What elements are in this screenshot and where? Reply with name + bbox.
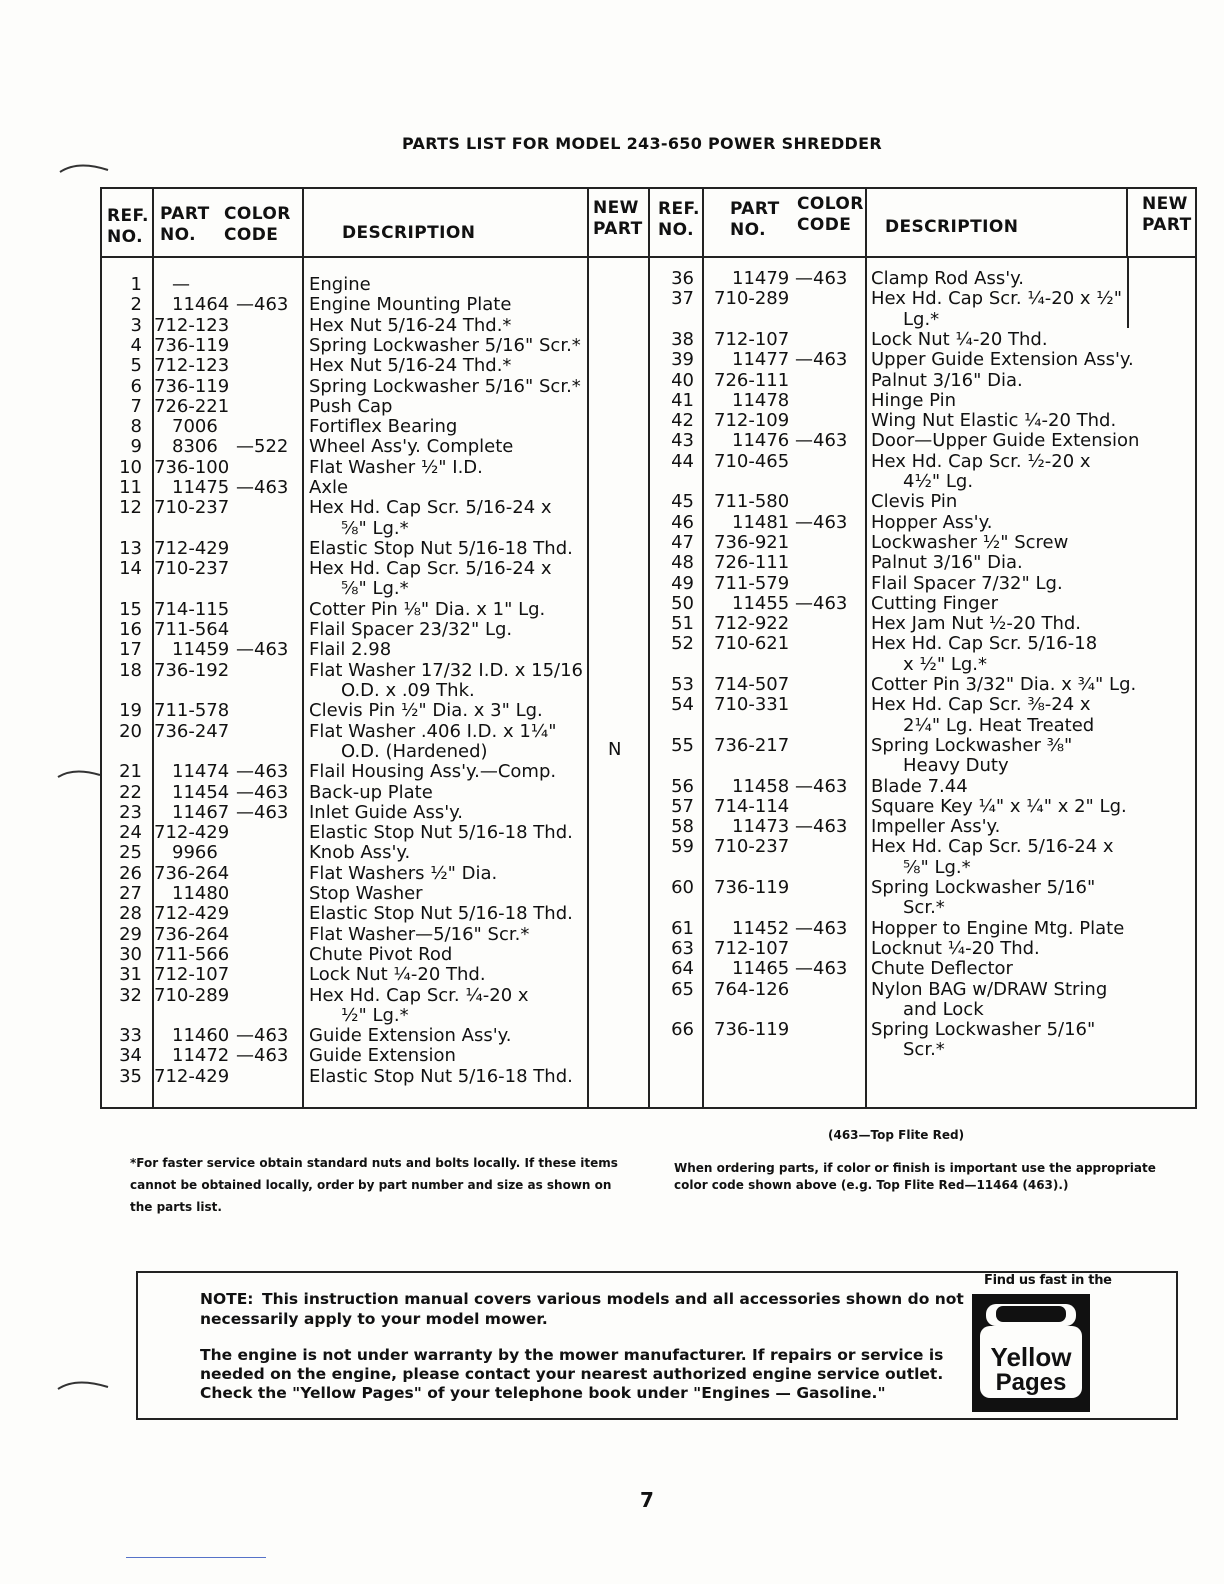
- ref-no: 49: [671, 572, 694, 594]
- part-description: Upper Guide Extension Ass'y.: [871, 349, 1134, 371]
- ref-no: 6: [130, 375, 142, 397]
- color-code: —463: [795, 511, 848, 533]
- part-description: Impeller Ass'y.: [871, 816, 1001, 838]
- part-description: Hopper to Engine Mtg. Plate: [871, 917, 1125, 939]
- ref-no: 45: [671, 491, 694, 513]
- ref-no: 23: [119, 801, 142, 823]
- part-no: 712-123: [154, 355, 230, 377]
- part-description: Palnut 3/16" Dia.: [871, 552, 1023, 574]
- ref-no: 32: [119, 984, 142, 1006]
- ref-no: 64: [671, 958, 694, 980]
- part-no: 710-237: [154, 497, 230, 519]
- ref-no: 52: [671, 633, 694, 655]
- part-no: 736-119: [154, 334, 230, 356]
- part-description: Hinge Pin: [871, 389, 957, 411]
- part-description: Hex Hd. Cap Scr. 5/16-24 x: [309, 558, 552, 580]
- part-no: 11459: [172, 639, 230, 661]
- part-no: 711-579: [714, 572, 790, 594]
- part-no: 710-331: [714, 694, 790, 716]
- ref-no: 66: [671, 1019, 694, 1041]
- part-no: 712-429: [154, 903, 230, 925]
- order-note: When ordering parts, if color or finish is important use the appropriate color code shown above (e.g. Top Flite Red—11464 (463).): [674, 1161, 1156, 1192]
- col-divider: [587, 189, 589, 1107]
- ref-no: 25: [119, 842, 142, 864]
- part-no: 11478: [732, 389, 790, 411]
- part-no: 9966: [172, 842, 218, 864]
- part-description: Elastic Stop Nut 5/16-18 Thd.: [309, 903, 573, 925]
- ref-no: 44: [671, 450, 694, 472]
- ref-no: 8: [130, 416, 142, 438]
- part-description: Cotter Pin 3/32" Dia. x ¾" Lg.: [871, 674, 1137, 695]
- part-no: 11476: [732, 430, 790, 452]
- ref-no: 3: [130, 314, 142, 336]
- ref-no: 36: [671, 268, 694, 289]
- part-description: Spring Lockwasher 5/16": [871, 1019, 1096, 1041]
- header-part-no: PART NO.: [160, 204, 210, 245]
- part-no: 11473: [732, 816, 790, 838]
- ref-no: 15: [119, 598, 142, 620]
- part-description: Lockwasher ½" Screw: [871, 531, 1069, 553]
- part-description: Flat Washers ½" Dia.: [309, 862, 498, 884]
- part-description: x ½" Lg.*: [903, 653, 987, 675]
- part-description: Spring Lockwasher 5/16": [871, 877, 1096, 898]
- part-description: Heavy Duty: [903, 755, 1009, 777]
- ref-no: 10: [119, 456, 142, 478]
- part-no: 11474: [172, 761, 230, 783]
- ref-no: 47: [671, 531, 694, 553]
- part-description: Elastic Stop Nut 5/16-18 Thd.: [309, 822, 573, 844]
- part-no: 712-922: [714, 613, 790, 635]
- part-description: Hex Nut 5/16-24 Thd.*: [309, 314, 512, 336]
- part-no: 736-264: [154, 862, 230, 884]
- part-description: Spring Lockwasher 5/16" Scr.*: [309, 375, 581, 397]
- part-description: Palnut 3/16" Dia.: [871, 369, 1023, 391]
- part-description: Hex Hd. Cap Scr. ¼-20 x ½": [871, 288, 1122, 310]
- part-no: 714-114: [714, 795, 790, 817]
- part-description: Spring Lockwasher 5/16" Scr.*: [309, 334, 581, 356]
- ref-no: 55: [671, 734, 694, 756]
- col-divider: [1127, 256, 1129, 328]
- part-description: Engine: [309, 274, 371, 295]
- color-code: —522: [236, 436, 289, 458]
- color-code: —463: [795, 349, 848, 371]
- ref-no: 14: [119, 558, 142, 580]
- part-description: Clevis Pin: [871, 491, 958, 513]
- part-no: 710-237: [714, 836, 790, 858]
- ref-no: 28: [119, 903, 142, 925]
- part-description: Flat Washer 17/32 I.D. x 15/16: [309, 659, 583, 681]
- ref-no: 12: [119, 497, 142, 519]
- part-description: Knob Ass'y.: [309, 842, 411, 864]
- ref-no: 16: [119, 619, 142, 641]
- part-no: 736-192: [154, 659, 230, 681]
- part-description: Guide Extension Ass'y.: [309, 1025, 512, 1047]
- ref-no: 63: [671, 937, 694, 959]
- header-color-code-right: COLOR CODE: [797, 194, 864, 235]
- ref-no: 42: [671, 410, 694, 432]
- ref-no: 30: [119, 943, 142, 965]
- part-description: Flail 2.98: [309, 639, 392, 661]
- yellow-pages-logo-line1: Yellow: [990, 1342, 1072, 1372]
- part-no: 8306: [172, 436, 218, 458]
- parts-table: [100, 187, 1197, 1109]
- part-no: 764-126: [714, 978, 790, 1000]
- part-description: Hex Nut 5/16-24 Thd.*: [309, 355, 512, 377]
- ref-no: 39: [671, 349, 694, 371]
- scan-mark: [56, 1375, 116, 1395]
- part-no: 11454: [172, 781, 230, 803]
- part-no: 714-507: [714, 674, 790, 695]
- scan-artifact-line: [126, 1557, 266, 1558]
- part-no: 726-221: [154, 395, 230, 417]
- part-no: 11465: [732, 958, 790, 980]
- part-description: Push Cap: [309, 395, 393, 417]
- header-ref-no-right: REF. NO.: [658, 199, 700, 240]
- note-text: [200, 1289, 970, 1329]
- part-no: 712-107: [714, 328, 790, 350]
- part-no: 736-217: [714, 734, 790, 756]
- ref-no: 1: [130, 274, 142, 295]
- ref-no: 19: [119, 700, 142, 722]
- part-description: Hex Hd. Cap Scr. 5/16-24 x: [871, 836, 1114, 858]
- ref-no: 50: [671, 592, 694, 614]
- color-code: —463: [795, 958, 848, 980]
- ref-no: 21: [119, 761, 142, 783]
- ref-no: 61: [671, 917, 694, 939]
- ref-no: 7: [130, 395, 142, 417]
- part-no: 11481: [732, 511, 790, 533]
- part-description: Chute Pivot Rod: [309, 943, 453, 965]
- col-divider: [865, 189, 867, 1107]
- ref-no: 48: [671, 552, 694, 574]
- part-no: —: [172, 274, 190, 295]
- part-description: Cutting Finger: [871, 592, 999, 614]
- part-description: Flail Housing Ass'y.—Comp.: [309, 761, 557, 783]
- part-description: Square Key ¼" x ¼" x 2" Lg.: [871, 795, 1127, 817]
- part-no: 711-580: [714, 491, 790, 513]
- part-description: Flat Washer .406 I.D. x 1¼": [309, 720, 557, 742]
- ref-no: 22: [119, 781, 142, 803]
- page-title: PARTS LIST FOR MODEL 243-650 POWER SHREDDER: [401, 134, 882, 153]
- part-no: 736-119: [714, 1019, 790, 1041]
- ref-no: 46: [671, 511, 694, 533]
- header-color-code: COLOR CODE: [224, 204, 291, 245]
- ref-no: 27: [119, 883, 142, 904]
- part-description: Back-up Plate: [309, 781, 433, 803]
- ref-no: 24: [119, 822, 142, 844]
- engine-warranty-text: The engine is not under warranty by the mower manufacturer. If repairs or service is needed on the engine, please contact your nearest authorized engine service outlet. Check the "Yellow Pages" of your telephone book under "Engines — Gasoline.": [200, 1346, 944, 1402]
- header-description-right: DESCRIPTION: [885, 217, 1019, 237]
- ref-no: 2: [130, 294, 142, 316]
- ref-no: 34: [119, 1045, 142, 1067]
- part-no: 11479: [732, 268, 790, 289]
- part-no: 11452: [732, 917, 790, 939]
- part-no: 710-289: [714, 288, 790, 310]
- part-description: O.D. x .09 Thk.: [341, 679, 475, 701]
- part-no: 711-578: [154, 700, 230, 722]
- part-no: 11460: [172, 1025, 230, 1047]
- part-no: 11472: [172, 1045, 230, 1067]
- part-no: 736-247: [154, 720, 230, 742]
- part-description: Hex Hd. Cap Scr. ⅜-24 x: [871, 694, 1091, 716]
- ref-no: 53: [671, 674, 694, 695]
- ref-no: 29: [119, 923, 142, 945]
- ref-no: 33: [119, 1025, 142, 1047]
- ref-no: 56: [671, 775, 694, 797]
- ref-no: 17: [119, 639, 142, 661]
- part-description: Inlet Guide Ass'y.: [309, 801, 463, 823]
- part-description: Flail Spacer 7/32" Lg.: [871, 572, 1063, 594]
- part-description: and Lock: [903, 998, 984, 1020]
- part-no: 11480: [172, 883, 230, 904]
- part-no: 11477: [732, 349, 790, 371]
- color-code: —463: [236, 477, 289, 498]
- ref-no: 57: [671, 795, 694, 817]
- part-description: Spring Lockwasher ⅜": [871, 734, 1073, 756]
- ref-no: 18: [119, 659, 142, 681]
- part-no: 7006: [172, 416, 218, 438]
- part-description: Lock Nut ¼-20 Thd.: [871, 328, 1048, 350]
- part-description: Door—Upper Guide Extension: [871, 430, 1140, 452]
- color-code: —463: [795, 268, 848, 289]
- ref-no: 59: [671, 836, 694, 858]
- color-code: —463: [236, 1045, 289, 1067]
- ref-no: 4: [130, 334, 142, 356]
- part-no: 736-100: [154, 456, 230, 478]
- page-number: 7: [640, 1488, 654, 1512]
- part-description: Locknut ¼-20 Thd.: [871, 937, 1040, 959]
- part-description: Scr.*: [903, 897, 945, 919]
- part-description: Wheel Ass'y. Complete: [309, 436, 514, 458]
- color-code: —463: [236, 1025, 289, 1047]
- ref-no: 35: [119, 1065, 142, 1087]
- color-code: —463: [236, 639, 289, 661]
- part-description: Scr.*: [903, 1039, 945, 1061]
- scan-mark: [58, 158, 118, 178]
- header-description: DESCRIPTION: [342, 223, 476, 243]
- header-ref-no: REF. NO.: [107, 206, 149, 247]
- part-description: Wing Nut Elastic ¼-20 Thd.: [871, 410, 1117, 432]
- part-description: Blade 7.44: [871, 775, 968, 797]
- part-no: 711-566: [154, 943, 230, 965]
- color-code: —463: [795, 430, 848, 452]
- yellow-pages-tagline: Find us fast in the: [984, 1273, 1112, 1288]
- ref-no: 51: [671, 613, 694, 635]
- part-description: Flail Spacer 23/32" Lg.: [309, 619, 513, 641]
- part-no: 710-465: [714, 450, 790, 472]
- part-description: O.D. (Hardened): [341, 740, 488, 762]
- ref-no: 65: [671, 978, 694, 1000]
- header-new-part: NEW PART: [593, 198, 643, 239]
- part-description: Lock Nut ¼-20 Thd.: [309, 964, 486, 986]
- color-code: —463: [795, 592, 848, 614]
- part-no: 711-564: [154, 619, 230, 641]
- color-code: —463: [236, 761, 289, 783]
- footnote: *For faster service obtain standard nuts and bolts locally. If these items cannot be obtained locally, order by part number and size as shown on the parts list.: [130, 1156, 618, 1214]
- color-legend: (463—Top Flite Red): [828, 1128, 965, 1142]
- ref-no: 38: [671, 328, 694, 350]
- part-description: Cotter Pin ⅛" Dia. x 1" Lg.: [309, 598, 546, 620]
- ref-no: 37: [671, 288, 694, 310]
- part-no: 710-237: [154, 558, 230, 580]
- color-code: —463: [795, 775, 848, 797]
- yellow-pages-logo-line2: Pages: [995, 1369, 1067, 1396]
- note-body: This instruction manual covers various models and all accessories shown do not necessarily apply to your model mower.: [200, 1290, 964, 1328]
- ref-no: 60: [671, 877, 694, 898]
- part-no: 710-289: [154, 984, 230, 1006]
- header-part-no-right: PART NO.: [730, 199, 780, 240]
- color-code: —463: [795, 816, 848, 838]
- part-no: 712-109: [714, 410, 790, 432]
- part-no: 726-111: [714, 552, 790, 574]
- part-no: 712-429: [154, 537, 230, 559]
- part-description: Flat Washer—5/16" Scr.*: [309, 923, 530, 945]
- part-description: Elastic Stop Nut 5/16-18 Thd.: [309, 1065, 573, 1087]
- part-no: 712-123: [154, 314, 230, 336]
- ref-no: 31: [119, 964, 142, 986]
- col-divider: [1126, 189, 1128, 256]
- part-no: 736-921: [714, 531, 790, 553]
- part-description: Axle: [309, 477, 349, 498]
- part-no: 736-264: [154, 923, 230, 945]
- part-description: Fortiflex Bearing: [309, 416, 458, 438]
- part-description: ⅝" Lg.*: [341, 578, 409, 600]
- part-description: Hex Hd. Cap Scr. 5/16-18: [871, 633, 1098, 655]
- ref-no: 13: [119, 537, 142, 559]
- part-no: 11467: [172, 801, 230, 823]
- part-description: Hex Hd. Cap Scr. ¼-20 x: [309, 984, 529, 1006]
- col-divider: [302, 189, 304, 1107]
- phone-icon: [972, 1294, 1090, 1412]
- part-description: Chute Deflector: [871, 958, 1013, 980]
- new-part-flag: N: [608, 739, 622, 760]
- ref-no: 5: [130, 355, 142, 377]
- part-description: ⅝" Lg.*: [341, 517, 409, 539]
- part-description: Hex Jam Nut ½-20 Thd.: [871, 613, 1082, 635]
- part-description: Stop Washer: [309, 883, 423, 904]
- part-description: Clamp Rod Ass'y.: [871, 268, 1024, 289]
- part-no: 714-115: [154, 598, 230, 620]
- ref-no: 20: [119, 720, 142, 742]
- part-no: 712-429: [154, 822, 230, 844]
- part-description: 2¼" Lg. Heat Treated: [903, 714, 1095, 736]
- part-no: 726-111: [714, 369, 790, 391]
- ref-no: 54: [671, 694, 694, 716]
- color-code: —463: [795, 917, 848, 939]
- part-no: 736-119: [154, 375, 230, 397]
- ref-no: 58: [671, 816, 694, 838]
- part-no: 11455: [732, 592, 790, 614]
- part-no: 11475: [172, 477, 230, 498]
- scan-mark: [56, 765, 106, 783]
- ref-no: 26: [119, 862, 142, 884]
- part-description: Elastic Stop Nut 5/16-18 Thd.: [309, 537, 573, 559]
- note-label: NOTE:: [200, 1290, 254, 1308]
- part-no: 11458: [732, 775, 790, 797]
- col-divider: [702, 189, 704, 1107]
- color-code: —463: [236, 781, 289, 803]
- ref-no: 9: [130, 436, 142, 458]
- part-description: Flat Washer ½" I.D.: [309, 456, 483, 478]
- ref-no: 11: [119, 477, 142, 498]
- part-description: ½" Lg.*: [341, 1004, 409, 1026]
- part-description: Clevis Pin ½" Dia. x 3" Lg.: [309, 700, 543, 722]
- part-description: Hex Hd. Cap Scr. ½-20 x: [871, 450, 1091, 472]
- part-description: Engine Mounting Plate: [309, 294, 512, 316]
- part-description: Hopper Ass'y.: [871, 511, 993, 533]
- part-no: 11464: [172, 294, 230, 316]
- header-new-part-right: NEW PART: [1142, 194, 1192, 235]
- part-description: 4½" Lg.: [903, 470, 974, 492]
- color-code: —463: [236, 294, 289, 316]
- yellow-pages-logo: [972, 1294, 1090, 1412]
- ref-no: 40: [671, 369, 694, 391]
- part-description: Hex Hd. Cap Scr. 5/16-24 x: [309, 497, 552, 519]
- part-no: 710-621: [714, 633, 790, 655]
- part-description: ⅝" Lg.*: [903, 856, 971, 878]
- part-description: Guide Extension: [309, 1045, 456, 1067]
- part-no: 712-429: [154, 1065, 230, 1087]
- part-no: 736-119: [714, 877, 790, 898]
- color-code: —463: [236, 801, 289, 823]
- part-description: Nylon BAG w/DRAW String: [871, 978, 1108, 1000]
- ref-no: 41: [671, 389, 694, 411]
- ref-no: 43: [671, 430, 694, 452]
- part-no: 712-107: [714, 937, 790, 959]
- part-description: Lg.*: [903, 308, 940, 330]
- part-no: 712-107: [154, 964, 230, 986]
